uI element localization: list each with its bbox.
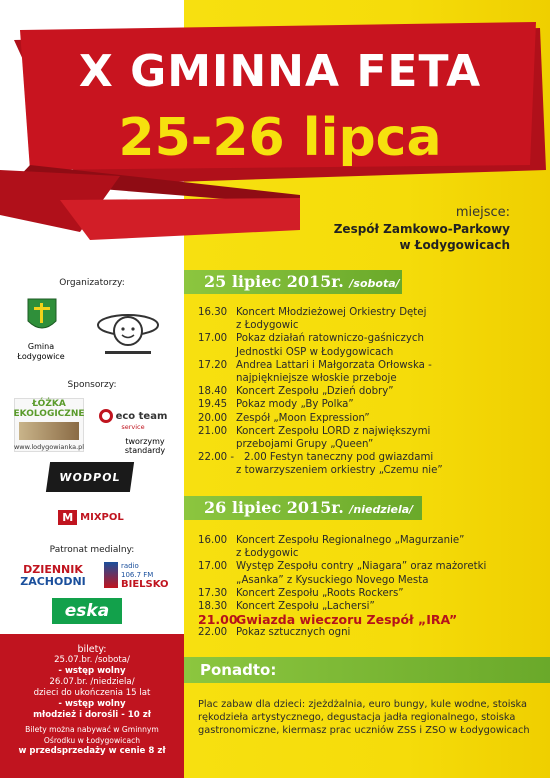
organizers-label: Organizatorzy: [59, 278, 125, 288]
tickets-line7: Bilety można nabywać w Gminnym [25, 725, 159, 734]
schedule-time: 16.00 [198, 535, 228, 546]
sponsors-label: Sponsorzy: [67, 380, 117, 390]
schedule-desc: z Łodygowic [236, 548, 299, 560]
schedule-desc: z towarzyszeniem orkiestry „Czemu nie” [236, 465, 443, 477]
schedule-desc: Koncert Młodzieżowej Orkiestry Dętej [236, 307, 427, 318]
schedule-desc: Jednostki OSP w Łodygowicach [236, 346, 394, 358]
dziennik-line1: DZIENNIK [23, 563, 83, 576]
schedule-time: 17.00 [198, 333, 228, 345]
gmina-label-2: Łodygowice [17, 352, 65, 361]
schedule-desc: Pokaz mody „By Polka” [236, 399, 354, 411]
schedule-row [198, 464, 538, 477]
tickets-box [0, 634, 184, 778]
schedule-time [198, 547, 236, 560]
schedule-desc: Pokaz sztucznych ogni [236, 627, 351, 639]
schedule-desc: Koncert Zespołu Regionalnego „Magurzanie” [236, 535, 465, 546]
day2-schedule [198, 534, 538, 640]
schedule-time: 22.00 [198, 627, 228, 639]
mixpol-logo [46, 508, 136, 526]
lozka-label: ŁÓŻKA EKOLOGICZNE [13, 399, 85, 419]
schedule-time: 20.00 [198, 412, 228, 424]
venue-line1: Zespół Zamkowo-Parkowy [333, 222, 510, 236]
schedule-row [198, 332, 538, 345]
event-dates: 25-26 lipca [118, 108, 442, 168]
tickets-line2: - wstęp wolny [58, 666, 126, 676]
venue-label: miejsce: [455, 205, 510, 220]
schedule-row [198, 574, 538, 587]
schedule-desc: 2.00 Festyn taneczny pod gwiazdami [244, 452, 434, 464]
venue-line2: w Łodygowicach [399, 238, 510, 252]
ecoteam-label: eco team [115, 410, 168, 422]
tickets-line9: w przedsprzedaży w cenie 8 zł [18, 746, 166, 756]
schedule-desc: Koncert Zespołu LORD z największymi [236, 425, 431, 437]
radio-line3: BIELSKO [121, 578, 169, 590]
ecoteam-logo [90, 400, 176, 440]
mascot-shape [93, 301, 163, 359]
radio-line1: radio [121, 561, 139, 570]
schedule-desc: Koncert Zespołu „Roots Rockers” [236, 587, 404, 599]
schedule-time [198, 372, 236, 385]
schedule-time: 17.20 [198, 359, 228, 371]
extra-text: Plac zabaw dla dzieci: zjeżdżalnia, euro bungy, kule wodne, stoiska rękodzieła artystycznego, degustacja jadła regionalnego, stoiska gastronomiczne, kiermasz prac uczniów ZSS i ZSO w Łodygowicach [198, 699, 530, 736]
schedule-row [198, 438, 538, 451]
tickets-line8: Ośrodku w Łodygowicach [43, 736, 141, 745]
schedule-desc: Pokaz działań ratowniczo-gaśniczych [236, 333, 424, 345]
ecoteam-slogan: tworzymy standardy [124, 437, 166, 455]
day1-header [184, 270, 402, 294]
schedule-row [198, 359, 538, 372]
gmina-crest-icon [20, 294, 64, 340]
schedule-time: 21.00 [198, 612, 238, 628]
schedule-desc: Gwiazda wieczoru Zespół „IRA” [236, 612, 458, 628]
day2-sub: /niedziela/ [349, 503, 414, 516]
schedule-desc: Występ Zespołu contry „Niagara” oraz mażoretki [236, 561, 487, 573]
schedule-time: 17.30 [198, 587, 228, 599]
schedule-row [198, 398, 538, 411]
radio-logo [104, 560, 174, 590]
ecoteam-sub: service [121, 423, 145, 431]
bed-image [19, 422, 79, 440]
schedule-time [198, 438, 236, 451]
tickets-heading: bilety: [77, 644, 107, 655]
schedule-desc: przebojami Grupy „Queen” [236, 439, 374, 451]
schedule-desc: Koncert Zespołu „Dzień dobry” [236, 386, 394, 398]
schedule-row [198, 372, 538, 385]
wodpol-logo: WODPOL [46, 462, 134, 492]
crest-shape [26, 297, 58, 337]
schedule-desc: Andrea Lattari i Małgorzata Orłowska - [236, 359, 432, 371]
day1-title: 25 lipiec 2015r. [204, 272, 344, 291]
mixpol-icon: M [58, 510, 77, 525]
schedule-time: 21.00 [198, 425, 228, 437]
gmina-label-1: Gmina [27, 342, 55, 351]
day1-sub: /sobota/ [349, 277, 400, 290]
schedule-row [198, 613, 538, 626]
radio-icon [104, 562, 118, 588]
schedule-time: 22.00 - [198, 452, 235, 464]
schedule-row [198, 412, 538, 425]
tickets-line1: 25.07.br. /sobota/ [54, 655, 130, 665]
schedule-desc: z Łodygowic [236, 320, 299, 332]
schedule-row [198, 306, 538, 319]
schedule-row [198, 385, 538, 398]
dziennik-line2: ZACHODNI [20, 575, 86, 588]
schedule-row [198, 425, 538, 438]
schedule-time [198, 346, 236, 359]
day1-schedule [198, 306, 538, 478]
lozka-logo [14, 398, 84, 452]
schedule-time [198, 464, 236, 477]
schedule-time: 16.30 [198, 307, 228, 318]
schedule-row [198, 626, 538, 639]
day2-title: 26 lipiec 2015r. [204, 498, 344, 517]
schedule-desc: Zespół „Moon Expression” [236, 412, 370, 424]
schedule-row [198, 346, 538, 359]
festival-mascot-icon [90, 300, 166, 360]
lozka-url: www.lodygowianka.pl [13, 443, 85, 451]
event-title: X GMINNA FETA [78, 46, 482, 97]
gmina-label [8, 342, 74, 362]
schedule-row [198, 319, 538, 332]
schedule-time: 18.40 [198, 386, 228, 398]
schedule-row [198, 587, 538, 600]
schedule-desc: „Asanka” z Kysuckiego Novego Mesta [236, 574, 429, 586]
schedule-time: 18.30 [198, 601, 228, 613]
schedule-desc: najpiękniejsze włoskie przeboje [236, 373, 397, 385]
dziennik-logo [14, 562, 92, 590]
venue-block [250, 205, 510, 253]
schedule-row [198, 547, 538, 560]
mixpol-label: MIXPOL [80, 511, 124, 523]
extra-heading: Ponadto: [184, 657, 550, 683]
day2-header [184, 496, 422, 520]
schedule-time: 17.00 [198, 561, 228, 573]
schedule-desc: Koncert Zespołu „Lachersi” [236, 601, 375, 613]
schedule-time: 19.45 [198, 399, 228, 411]
tickets-line6: młodzież i dorośli - 10 zł [33, 710, 151, 720]
eska-logo: eska [52, 598, 122, 624]
media-label: Patronat medialny: [49, 545, 135, 555]
schedule-row [198, 451, 538, 464]
schedule-time [198, 319, 236, 332]
schedule-row [198, 560, 538, 573]
tickets-line4: dzieci do ukończenia 15 lat [33, 688, 151, 698]
tickets-line5: - wstęp wolny [58, 699, 126, 709]
schedule-time [198, 574, 236, 587]
schedule-row [198, 534, 538, 547]
radio-line2: 106.7 FM [121, 570, 154, 579]
ecoteam-icon [99, 409, 113, 423]
tickets-line3: 26.07.br. /niedziela/ [49, 677, 135, 687]
